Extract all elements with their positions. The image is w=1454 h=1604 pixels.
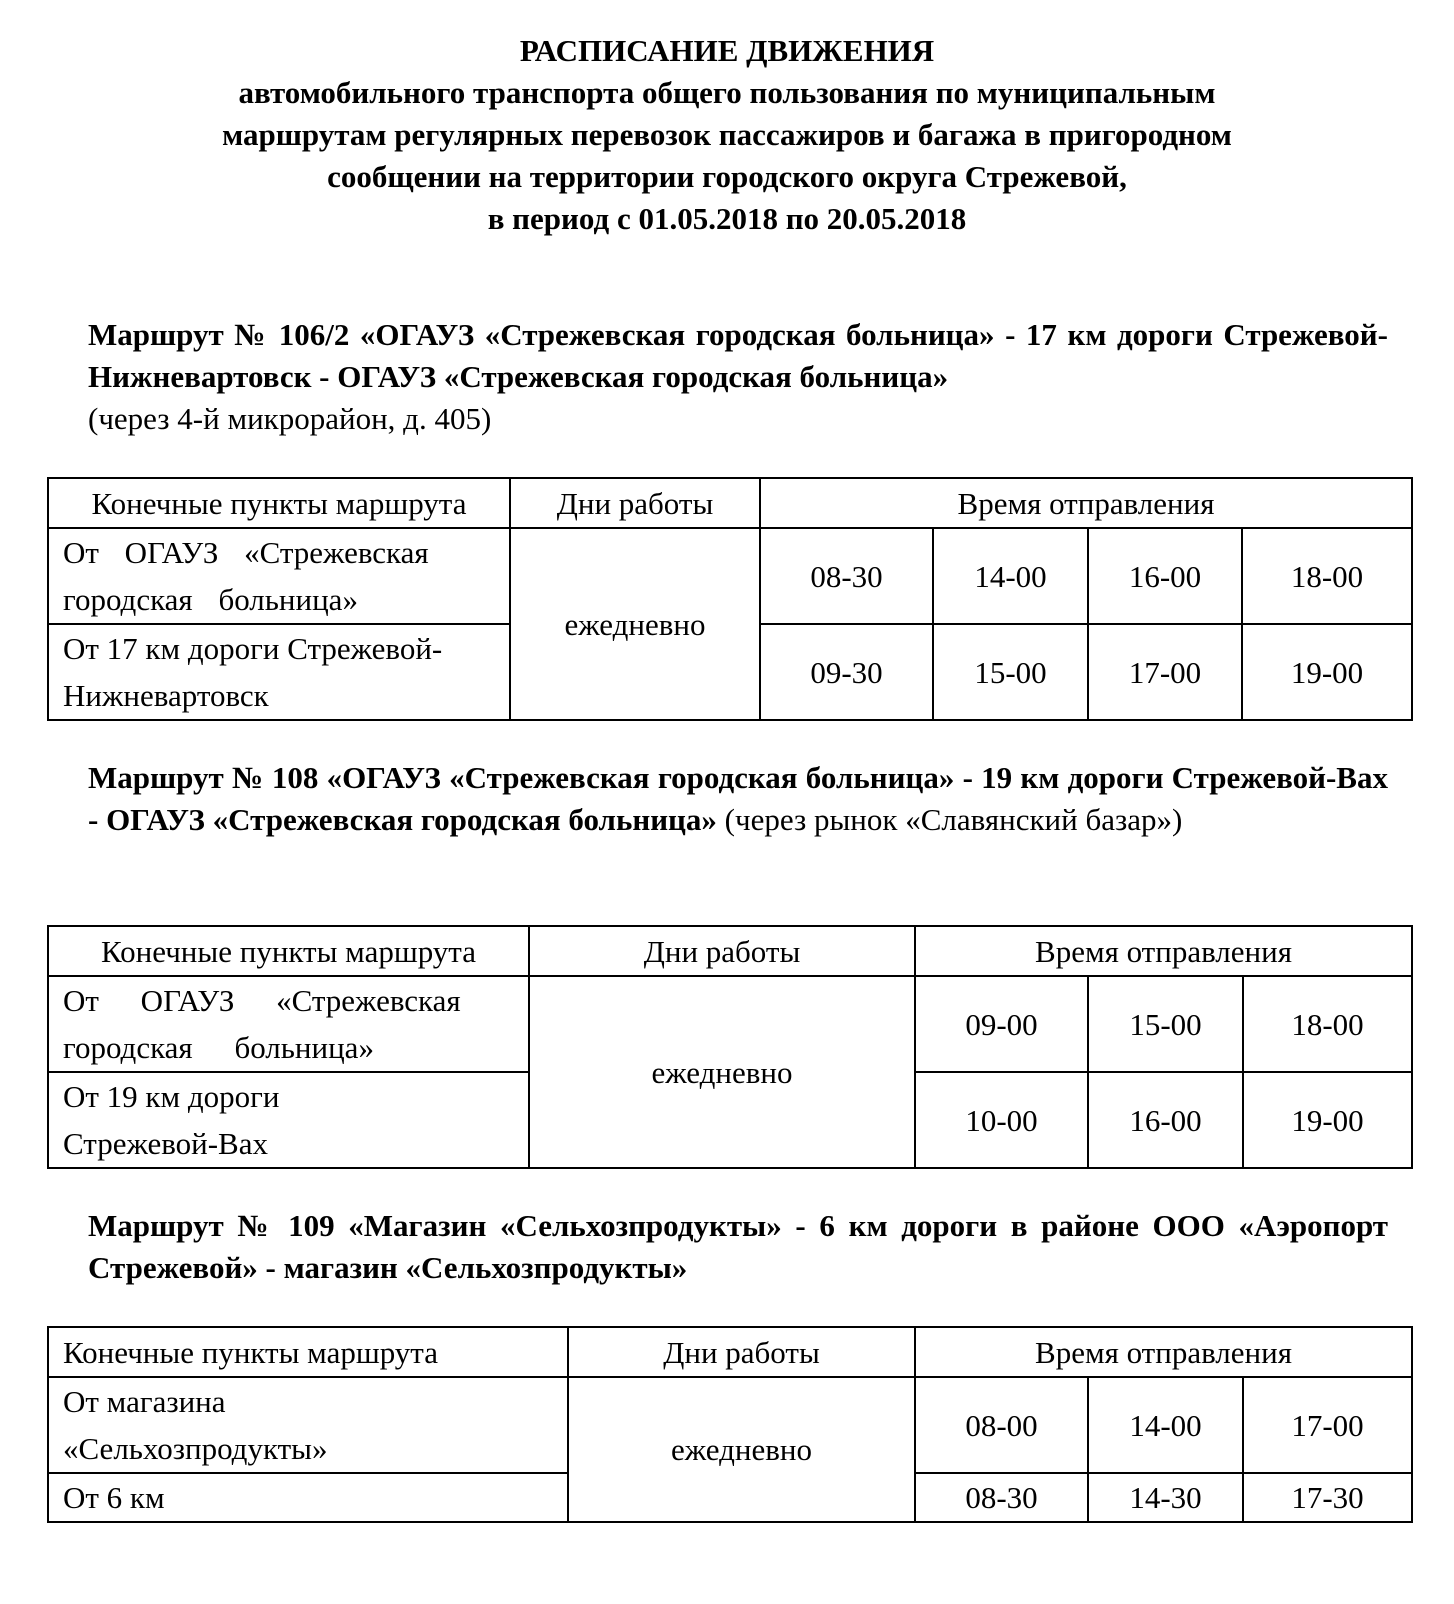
schedule-table-108: [47, 925, 1413, 1169]
col-header-days: Дни работы: [529, 926, 915, 976]
table-row: [48, 976, 1412, 1072]
days-cell: ежедневно: [529, 976, 915, 1168]
stop-cell: От магазина «Сельхозпродукты»: [48, 1377, 568, 1473]
route-heading-108: [88, 757, 1388, 841]
stop-cell: От 17 км дороги Стрежевой-Нижневартовск: [48, 624, 510, 720]
time-cell: 14-30: [1088, 1473, 1243, 1522]
days-cell: ежедневно: [568, 1377, 915, 1522]
col-header-times: Время отправления: [915, 1327, 1412, 1377]
col-header-stops: Конечные пункты маршрута: [48, 478, 510, 528]
col-header-days: Дни работы: [510, 478, 760, 528]
stop-cell: От ОГАУЗ «Стрежевская городская больница»: [48, 528, 510, 624]
route-note: (через 4-й микрорайон, д. 405): [88, 401, 492, 436]
col-header-times: Время отправления: [760, 478, 1412, 528]
col-header-stops: Конечные пункты маршрута: [48, 926, 529, 976]
table-header-row: [48, 1327, 1412, 1377]
time-cell: 16-00: [1088, 1072, 1243, 1168]
time-cell: 19-00: [1243, 1072, 1412, 1168]
route-heading-109: [88, 1205, 1388, 1289]
time-cell: 08-30: [915, 1473, 1088, 1522]
title-line-2: автомобильного транспорта общего пользования по муниципальным: [238, 75, 1216, 110]
route-note: (через рынок «Славянский базар»): [724, 802, 1183, 837]
col-header-times: Время отправления: [915, 926, 1412, 976]
table-row: [48, 1377, 1412, 1473]
time-cell: 17-00: [1088, 624, 1242, 720]
time-cell: 17-30: [1243, 1473, 1412, 1522]
time-cell: 14-00: [1088, 1377, 1243, 1473]
time-cell: 15-00: [1088, 976, 1243, 1072]
route-title: Маршрут № 109 «Магазин «Сельхозпродукты» - 6 км дороги в районе ООО «Аэропорт Стрежевой» - магазин «Сельхозпродукты»: [88, 1208, 1388, 1285]
time-cell: 09-30: [760, 624, 933, 720]
stop-cell: От ОГАУЗ «Стрежевская городская больница»: [48, 976, 529, 1072]
document-title: [0, 30, 1454, 240]
schedule-table-106-2: [47, 477, 1413, 721]
time-cell: 08-00: [915, 1377, 1088, 1473]
days-cell: ежедневно: [510, 528, 760, 720]
route-title: Маршрут № 108 «ОГАУЗ «Стрежевская городская больница» - 19 км дороги Стрежевой-Вах - ОГАУЗ «Стрежевская городская больница»: [88, 760, 1388, 837]
time-cell: 15-00: [933, 624, 1088, 720]
time-cell: 19-00: [1242, 624, 1412, 720]
time-cell: 09-00: [915, 976, 1088, 1072]
time-cell: 14-00: [933, 528, 1088, 624]
col-header-days: Дни работы: [568, 1327, 915, 1377]
table-header-row: [48, 478, 1412, 528]
title-line-3: маршрутам регулярных перевозок пассажиров и багажа в пригородном: [222, 117, 1232, 152]
table-header-row: [48, 926, 1412, 976]
time-cell: 08-30: [760, 528, 933, 624]
title-line-5: в период с 01.05.2018 по 20.05.2018: [487, 201, 967, 236]
time-cell: 18-00: [1243, 976, 1412, 1072]
time-cell: 16-00: [1088, 528, 1242, 624]
stop-cell: От 19 км дороги Стрежевой-Вах: [48, 1072, 529, 1168]
route-heading-106-2: [88, 314, 1388, 440]
time-cell: 10-00: [915, 1072, 1088, 1168]
route-title: Маршрут № 106/2 «ОГАУЗ «Стрежевская городская больница» - 17 км дороги Стрежевой-Нижневартовск - ОГАУЗ «Стрежевская городская больница»: [88, 317, 1388, 394]
time-cell: 18-00: [1242, 528, 1412, 624]
table-row: [48, 528, 1412, 624]
col-header-stops: Конечные пункты маршрута: [48, 1327, 568, 1377]
stop-cell: От 6 км: [48, 1473, 568, 1522]
title-line-1: РАСПИСАНИЕ ДВИЖЕНИЯ: [519, 33, 935, 68]
time-cell: 17-00: [1243, 1377, 1412, 1473]
title-line-4: сообщении на территории городского округа Стрежевой,: [327, 159, 1127, 194]
schedule-table-109: [47, 1326, 1413, 1523]
